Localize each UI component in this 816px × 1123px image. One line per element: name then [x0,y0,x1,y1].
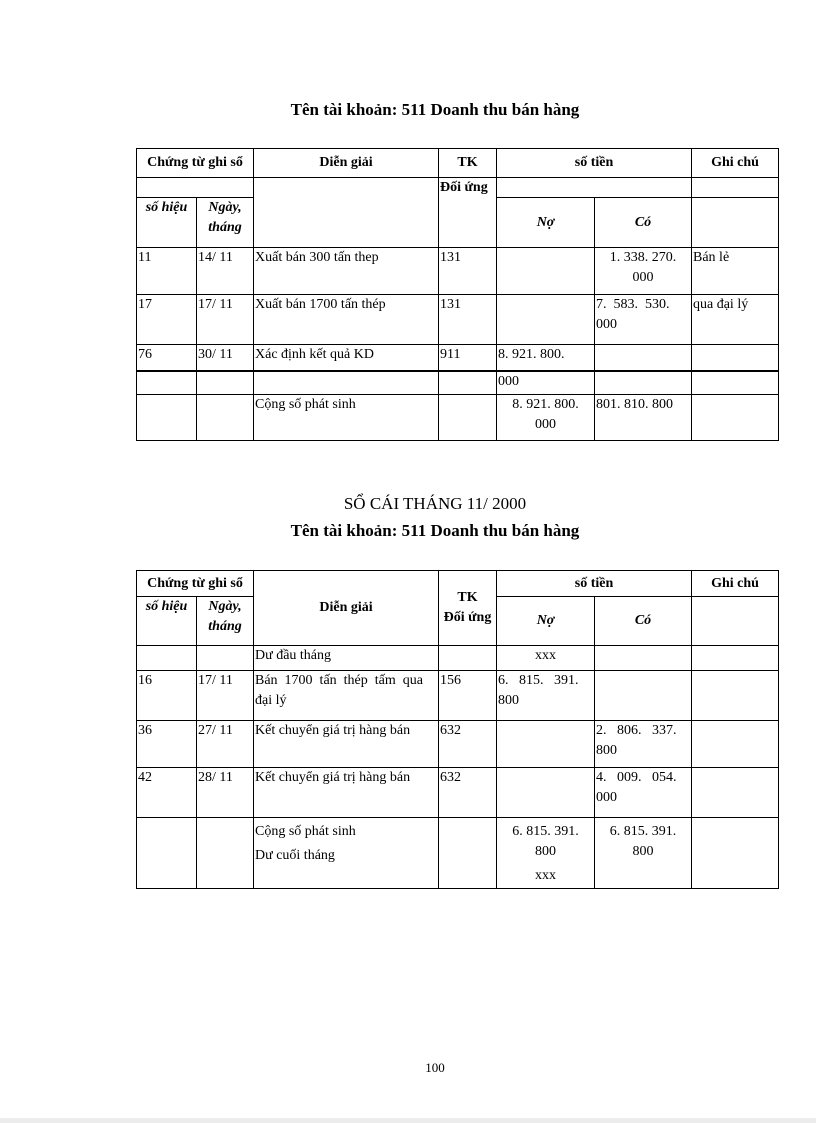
row-note [692,671,779,721]
row-tk: 156 [439,671,497,721]
row-credit [595,345,692,371]
page-number: 100 [425,1060,445,1075]
row-date: 28/ 11 [197,768,254,818]
header-debit: Nợ [497,198,595,248]
row-tk: 131 [439,295,497,345]
opening-debit: xxx [497,646,595,671]
row-tk [439,371,497,395]
header-description: Diễn giải [254,149,439,178]
row-note: Bán lẻ [692,248,779,295]
row-note: qua đại lý [692,295,779,345]
row-tk: 632 [439,721,497,768]
row-note [692,721,779,768]
ledger-table-1 [136,148,779,441]
header-amount: số tiền [497,149,692,178]
header-spacer [137,178,254,198]
row-credit: 2. 806. 337. 800 [595,721,692,768]
row-tk: 911 [439,345,497,371]
row-description: Xác định kết quả KD [254,345,439,371]
row-description [254,371,439,395]
row-description: Kết chuyển giá trị hàng bán [254,768,439,818]
table2-title: Tên tài khoản: 511 Doanh thu bán hàng [290,521,580,540]
row-credit [595,671,692,721]
row-number [137,646,197,671]
row-description: Xuất bán 300 tấn thep [254,248,439,295]
row-number [137,371,197,395]
row-number: 11 [137,248,197,295]
total-credit: 6. 815. 391. 800 [595,818,692,889]
header-credit: Có [595,597,692,646]
header-credit: Có [595,198,692,248]
header-date: Ngày, tháng [197,198,254,248]
total-note [692,818,779,889]
row-debit [497,295,595,345]
row-credit [595,371,692,395]
row-debit [497,248,595,295]
header-number: số hiệu [137,198,197,248]
header-note: Ghi chú [692,149,779,178]
row-date [197,371,254,395]
total-label: Cộng số phát sinh [254,395,439,441]
total-date [197,395,254,441]
row-debit: 8. 921. 800. [497,345,595,371]
header-voucher: Chứng từ ghi sổ [137,571,254,597]
header-spacer [692,198,779,248]
row-date: 17/ 11 [197,295,254,345]
total-number [137,395,197,441]
row-number: 17 [137,295,197,345]
row-number: 16 [137,671,197,721]
row-credit [595,646,692,671]
total-label: Cộng số phát sinh Dư cuối tháng [254,818,439,889]
row-number: 76 [137,345,197,371]
total-date [197,818,254,889]
row-date: 27/ 11 [197,721,254,768]
header-note: Ghi chú [692,571,779,597]
header-spacer [692,597,779,646]
header-voucher: Chứng từ ghi sổ [137,149,254,178]
row-debit [497,768,595,818]
row-credit: 1. 338. 270. 000 [595,248,692,295]
header-counter: Đối ứng [439,178,497,248]
row-debit [497,721,595,768]
row-debit: 6. 815. 391. 800 [497,671,595,721]
row-credit: 4. 009. 054. 000 [595,768,692,818]
total-debit: 6. 815. 391. 800 xxx [497,818,595,889]
row-description: Bán 1700 tấn thép tấm qua đại lý [254,671,439,721]
total-number [137,818,197,889]
ledger-title: SỔ CÁI THÁNG 11/ 2000 [343,494,527,513]
row-number: 36 [137,721,197,768]
row-debit-continued: 000 [497,371,595,395]
total-tk [439,818,497,889]
page-edge [0,1118,816,1123]
row-tk: 131 [439,248,497,295]
row-description: Xuất bán 1700 tấn thép [254,295,439,345]
header-spacer [254,178,439,248]
table1-title: Tên tài khoản: 511 Doanh thu bán hàng [290,100,580,119]
header-debit: Nợ [497,597,595,646]
row-date: 17/ 11 [197,671,254,721]
row-tk [439,646,497,671]
total-credit: 801. 810. 800 [595,395,692,441]
total-note [692,395,779,441]
header-amount: số tiền [497,571,692,597]
header-number: số hiệu [137,597,197,646]
row-note [692,646,779,671]
row-date: 30/ 11 [197,345,254,371]
row-note [692,345,779,371]
row-credit: 7. 583. 530. 000 [595,295,692,345]
total-tk [439,395,497,441]
header-tk: TK Đối ứng [439,571,497,646]
header-date: Ngày, tháng [197,597,254,646]
row-date: 14/ 11 [197,248,254,295]
row-number: 42 [137,768,197,818]
row-tk: 632 [439,768,497,818]
row-note [692,371,779,395]
row-date [197,646,254,671]
total-debit: 8. 921. 800. 000 [497,395,595,441]
header-description: Diễn giải [254,571,439,646]
header-spacer [497,178,692,198]
row-note [692,768,779,818]
header-spacer [692,178,779,198]
row-description: Kết chuyển giá trị hàng bán [254,721,439,768]
header-tk: TK [439,149,497,178]
ledger-table-2 [136,570,779,889]
opening-label: Dư đầu tháng [254,646,439,671]
